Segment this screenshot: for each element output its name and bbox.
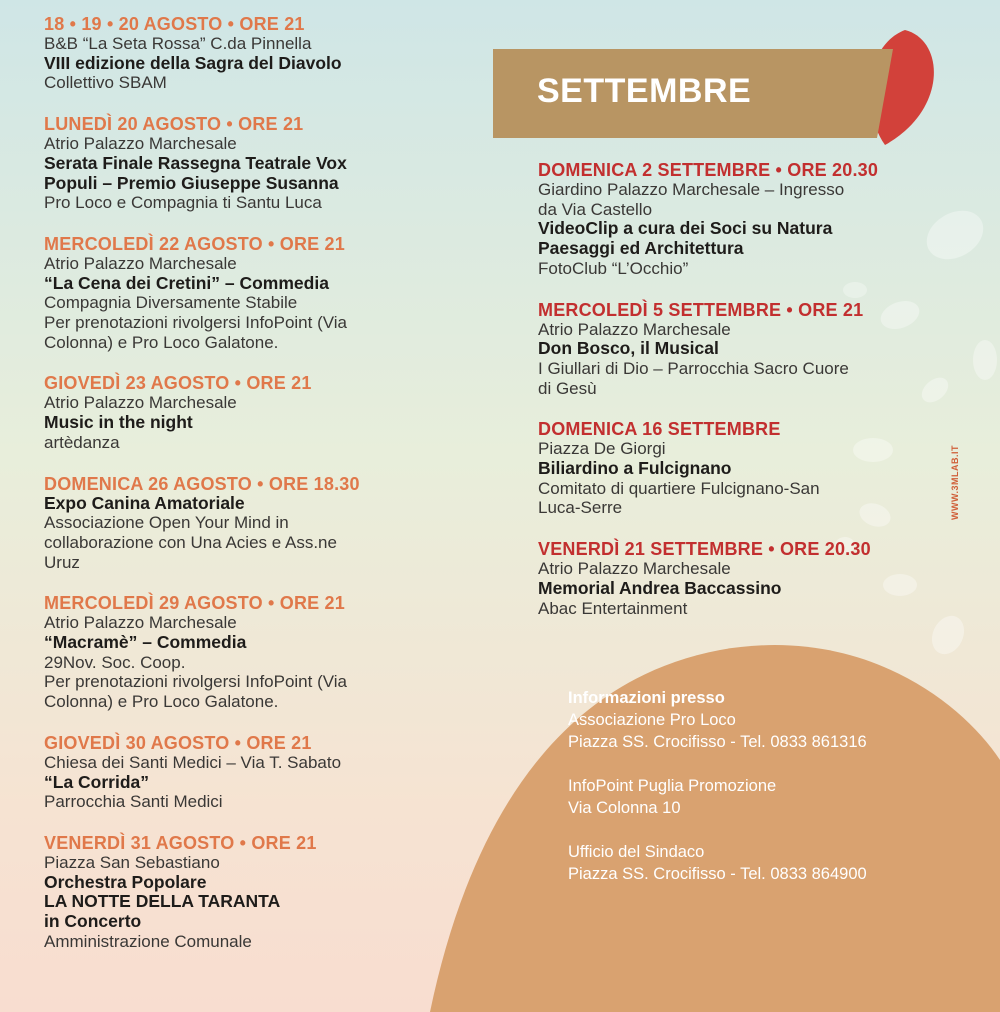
event-organizer: 29Nov. Soc. Coop. [44,652,186,672]
event-title: VIII edizione della Sagra del Diavolo [44,52,342,73]
event-date: GIOVEDÌ 23 AGOSTO • ORE 21 [44,373,312,394]
event-organizer: Colonna) e Pro Loco Galatone. [44,692,279,712]
event-title: Expo Canina Amatoriale [44,492,245,513]
event-item [538,539,948,618]
event-item [44,833,464,952]
event-date: GIOVEDÌ 30 AGOSTO • ORE 21 [44,732,312,753]
event-organizer: Associazione Open Your Mind in [44,513,289,533]
event-location: Atrio Palazzo Marchesale [538,559,731,579]
info-panel [568,687,948,885]
event-date: DOMENICA 2 SETTEMBRE • ORE 20.30 [538,160,879,180]
event-location: Giardino Palazzo Marchesale – Ingresso [538,180,845,199]
event-item [44,114,464,213]
watermark-url: WWW.3MLAB.IT [950,445,960,520]
event-organizer: Parrocchia Santi Medici [44,792,223,812]
event-item [44,14,464,93]
event-title: Music in the night [44,412,193,433]
event-title: Populi – Premio Giuseppe Susanna [44,172,339,193]
event-location: Atrio Palazzo Marchesale [44,134,237,154]
event-item [44,373,464,452]
event-item [44,474,464,573]
event-item [538,300,948,399]
event-title: VideoClip a cura dei Soci su Natura [538,218,833,239]
info-line: Piazza SS. Crocifisso - Tel. 0833 861316 [568,733,867,751]
september-events-column [538,160,948,639]
event-title: Biliardino a Fulcignano [538,458,732,479]
event-location: Piazza San Sebastiano [44,852,220,872]
event-title: Serata Finale Rassegna Teatrale Vox [44,152,347,173]
event-item [44,234,464,353]
info-line: Associazione Pro Loco [568,711,736,729]
event-item [44,593,464,712]
info-line: Piazza SS. Crocifisso - Tel. 0833 864900 [568,865,867,883]
event-location: Atrio Palazzo Marchesale [44,253,237,273]
event-title: “La Corrida” [44,771,150,792]
event-date: VENERDÌ 31 AGOSTO • ORE 21 [44,832,317,853]
event-organizer: artèdanza [44,432,120,452]
event-date: DOMENICA 26 AGOSTO • ORE 18.30 [44,473,360,494]
event-title: Paesaggi ed Architettura [538,238,744,259]
event-title: “Macramè” – Commedia [44,632,247,653]
event-title: in Concerto [44,911,142,932]
event-date: MERCOLEDÌ 29 AGOSTO • ORE 21 [44,593,345,614]
event-organizer: I Giullari di Dio – Parrocchia Sacro Cuore [538,358,849,378]
event-organizer: Colonna) e Pro Loco Galatone. [44,332,279,352]
event-organizer: Collettivo SBAM [44,73,167,93]
event-title: “La Cena dei Cretini” – Commedia [44,272,329,293]
event-location: Piazza De Giorgi [538,439,666,459]
event-location: Chiesa dei Santi Medici – Via T. Sabato [44,752,342,772]
event-organizer: FotoClub “L’Occhio” [538,258,689,278]
event-organizer: Per prenotazioni rivolgersi InfoPoint (Via [44,672,348,692]
event-date: MERCOLEDÌ 5 SETTEMBRE • ORE 21 [538,299,864,320]
august-events-column [44,14,464,973]
info-line: InfoPoint Puglia Promozione [568,777,777,795]
event-title: LA NOTTE DELLA TARANTA [44,891,281,912]
event-organizer: Per prenotazioni rivolgersi InfoPoint (Via [44,313,348,333]
event-date: 18 • 19 • 20 AGOSTO • ORE 21 [44,14,305,34]
event-item [538,419,948,518]
event-item [44,733,464,812]
event-location: Atrio Palazzo Marchesale [44,613,237,633]
event-location: da Via Castello [538,199,653,219]
event-title: Don Bosco, il Musical [538,338,719,359]
event-organizer: Pro Loco e Compagnia ti Santu Luca [44,193,322,213]
event-organizer: Amministrazione Comunale [44,931,252,951]
event-date: VENERDÌ 21 SETTEMBRE • ORE 20.30 [538,539,871,560]
september-heading: SETTEMBRE [537,72,752,110]
event-location: B&B “La Seta Rossa” C.da Pinnella [44,34,312,53]
info-line: Via Colonna 10 [568,799,681,817]
event-date: MERCOLEDÌ 22 AGOSTO • ORE 21 [44,233,345,254]
event-title: Orchestra Popolare [44,871,207,892]
event-organizer: Comitato di quartiere Fulcignano-San [538,478,820,498]
event-date: DOMENICA 16 SETTEMBRE [538,419,781,440]
light-leaf-shape [973,340,997,380]
event-location: Atrio Palazzo Marchesale [44,393,237,413]
event-organizer: Luca-Serre [538,498,623,518]
event-organizer: Compagnia Diversamente Stabile [44,293,298,313]
event-location: Atrio Palazzo Marchesale [538,319,731,339]
event-organizer: Abac Entertainment [538,598,688,618]
event-date: LUNEDÌ 20 AGOSTO • ORE 21 [44,114,304,135]
event-title: Memorial Andrea Baccassino [538,577,782,598]
info-heading: Informazioni presso [568,689,725,707]
event-item [538,160,948,279]
event-organizer: collaborazione con Una Acies e Ass.ne [44,532,337,552]
event-organizer: Uruz [44,552,80,572]
info-line: Ufficio del Sindaco [568,843,705,861]
event-organizer: di Gesù [538,378,597,398]
